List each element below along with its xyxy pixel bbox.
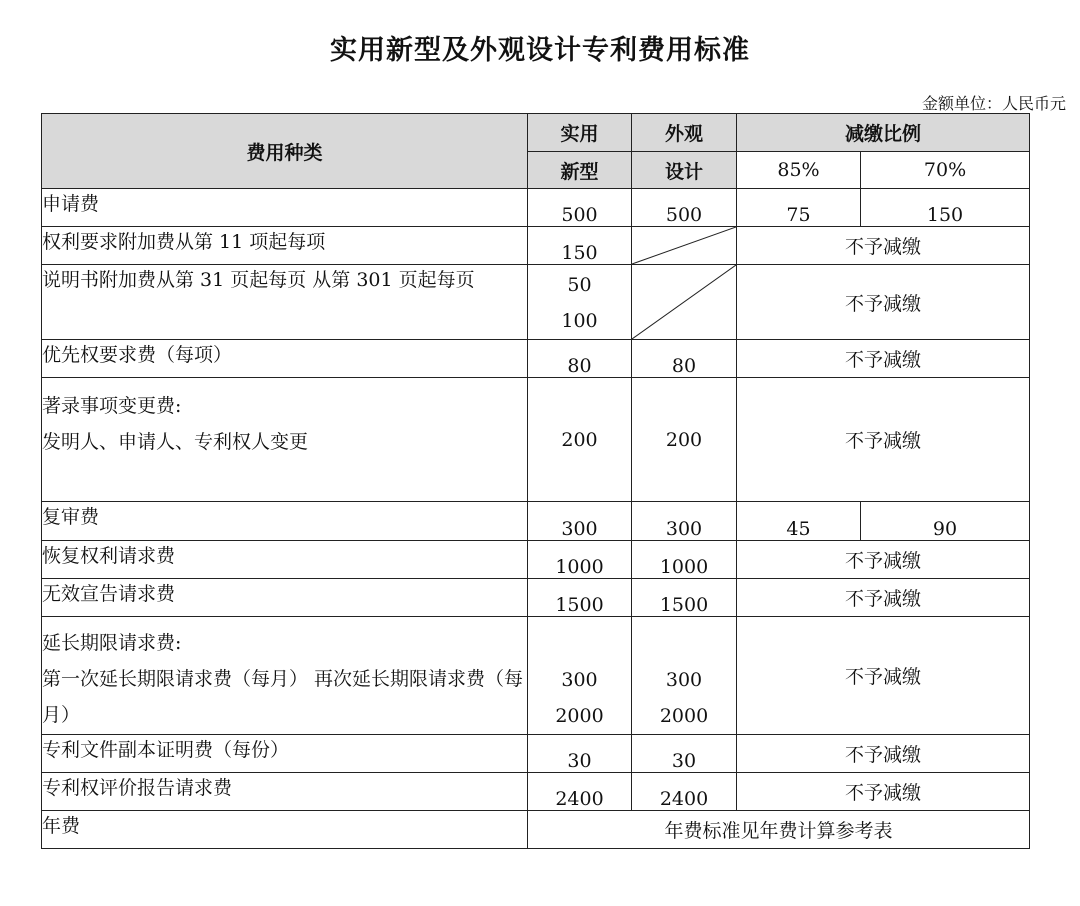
diagonal-slash xyxy=(632,265,736,339)
fee-name-detail: 第一次延长期限请求费（每月） 再次延长期限请求费（每月） xyxy=(42,668,524,726)
fee-name: 著录事项变更费: xyxy=(42,395,182,417)
reduction-value: 不予减缴 xyxy=(737,378,1030,502)
utility-value: 100 xyxy=(561,310,598,332)
fee-name-detail: 发明人、申请人、专利权人变更 xyxy=(42,431,309,453)
reduction-value: 不予减缴 xyxy=(737,541,1030,579)
design-value: 2400 xyxy=(632,773,737,811)
reduction-value: 不予减缴 xyxy=(737,227,1030,265)
utility-value: 30 xyxy=(528,735,632,773)
header-design-line2: 设计 xyxy=(632,152,737,189)
fee-name: 优先权要求费（每项） xyxy=(42,340,528,378)
design-value: 300 xyxy=(665,669,703,691)
utility-value: 80 xyxy=(528,340,632,378)
reduction-85-value: 45 xyxy=(737,502,861,541)
diagonal-slash xyxy=(632,227,736,264)
table-row xyxy=(42,378,1030,502)
reduction-value: 不予减缴 xyxy=(737,265,1030,340)
design-value: 1500 xyxy=(632,579,737,617)
table-row xyxy=(42,617,1030,735)
utility-value: 200 xyxy=(528,378,632,502)
annual-fee-note: 年费标准见年费计算参考表 xyxy=(528,811,1030,849)
reduction-70-value: 150 xyxy=(861,189,1030,227)
fee-name: 无效宣告请求费 xyxy=(42,579,528,617)
fee-name: 专利权评价报告请求费 xyxy=(42,773,528,811)
reduction-value: 不予减缴 xyxy=(737,735,1030,773)
reduction-70-value: 90 xyxy=(861,502,1030,541)
utility-value: 150 xyxy=(528,227,632,265)
table-row xyxy=(42,541,1030,579)
table-row xyxy=(42,227,1030,265)
header-utility-line2: 新型 xyxy=(528,152,632,189)
fee-name: 复审费 xyxy=(42,502,528,541)
fee-name: 说明书附加费从第 31 页起每页 从第 301 页起每页 xyxy=(42,265,528,340)
fee-name: 权利要求附加费从第 11 项起每项 xyxy=(42,227,528,265)
utility-value: 50 xyxy=(567,274,592,296)
utility-value: 2000 xyxy=(555,705,604,727)
fee-name: 恢复权利请求费 xyxy=(42,541,528,579)
header-design-line1: 外观 xyxy=(632,114,737,152)
fee-table xyxy=(41,113,1030,849)
header-category: 费用种类 xyxy=(42,114,528,189)
fee-name-block xyxy=(42,617,528,735)
design-value: 1000 xyxy=(632,541,737,579)
design-value: 500 xyxy=(632,189,737,227)
design-value: 300 xyxy=(632,502,737,541)
design-value-stack xyxy=(632,617,737,735)
utility-value: 300 xyxy=(528,502,632,541)
table-row xyxy=(42,735,1030,773)
design-not-applicable-cell xyxy=(632,265,737,340)
fee-name: 申请费 xyxy=(42,189,528,227)
page-title: 实用新型及外观设计专利费用标准 xyxy=(330,35,750,66)
utility-value-stack xyxy=(528,617,632,735)
table-row xyxy=(42,502,1030,541)
reduction-value: 不予减缴 xyxy=(737,340,1030,378)
header-utility-line1: 实用 xyxy=(528,114,632,152)
table-row xyxy=(42,579,1030,617)
fee-name: 年费 xyxy=(42,811,528,849)
utility-value: 1000 xyxy=(528,541,632,579)
header-pct85: 85% xyxy=(737,152,861,189)
utility-value: 1500 xyxy=(528,579,632,617)
header-reduction: 减缴比例 xyxy=(737,114,1030,152)
fee-name: 专利文件副本证明费（每份） xyxy=(42,735,528,773)
design-not-applicable-cell xyxy=(632,227,737,265)
design-value: 200 xyxy=(632,378,737,502)
table-row xyxy=(42,773,1030,811)
currency-unit-note: 金额单位：人民币元 xyxy=(921,94,1066,113)
utility-value: 500 xyxy=(528,189,632,227)
reduction-value: 不予减缴 xyxy=(737,773,1030,811)
header-pct70: 70% xyxy=(861,152,1030,189)
table-row xyxy=(42,340,1030,378)
utility-value-stack xyxy=(528,265,632,340)
design-value: 2000 xyxy=(659,705,709,727)
utility-value: 2400 xyxy=(528,773,632,811)
fee-name-block xyxy=(42,378,528,502)
header-row xyxy=(42,114,1030,152)
design-value: 80 xyxy=(632,340,737,378)
table-row xyxy=(42,811,1030,849)
table-row xyxy=(42,189,1030,227)
table-row xyxy=(42,265,1030,340)
fee-name: 延长期限请求费: xyxy=(42,632,182,654)
design-value: 30 xyxy=(632,735,737,773)
reduction-value: 不予减缴 xyxy=(737,579,1030,617)
reduction-85-value: 75 xyxy=(737,189,861,227)
utility-value: 300 xyxy=(561,669,598,691)
reduction-value: 不予减缴 xyxy=(737,617,1030,735)
